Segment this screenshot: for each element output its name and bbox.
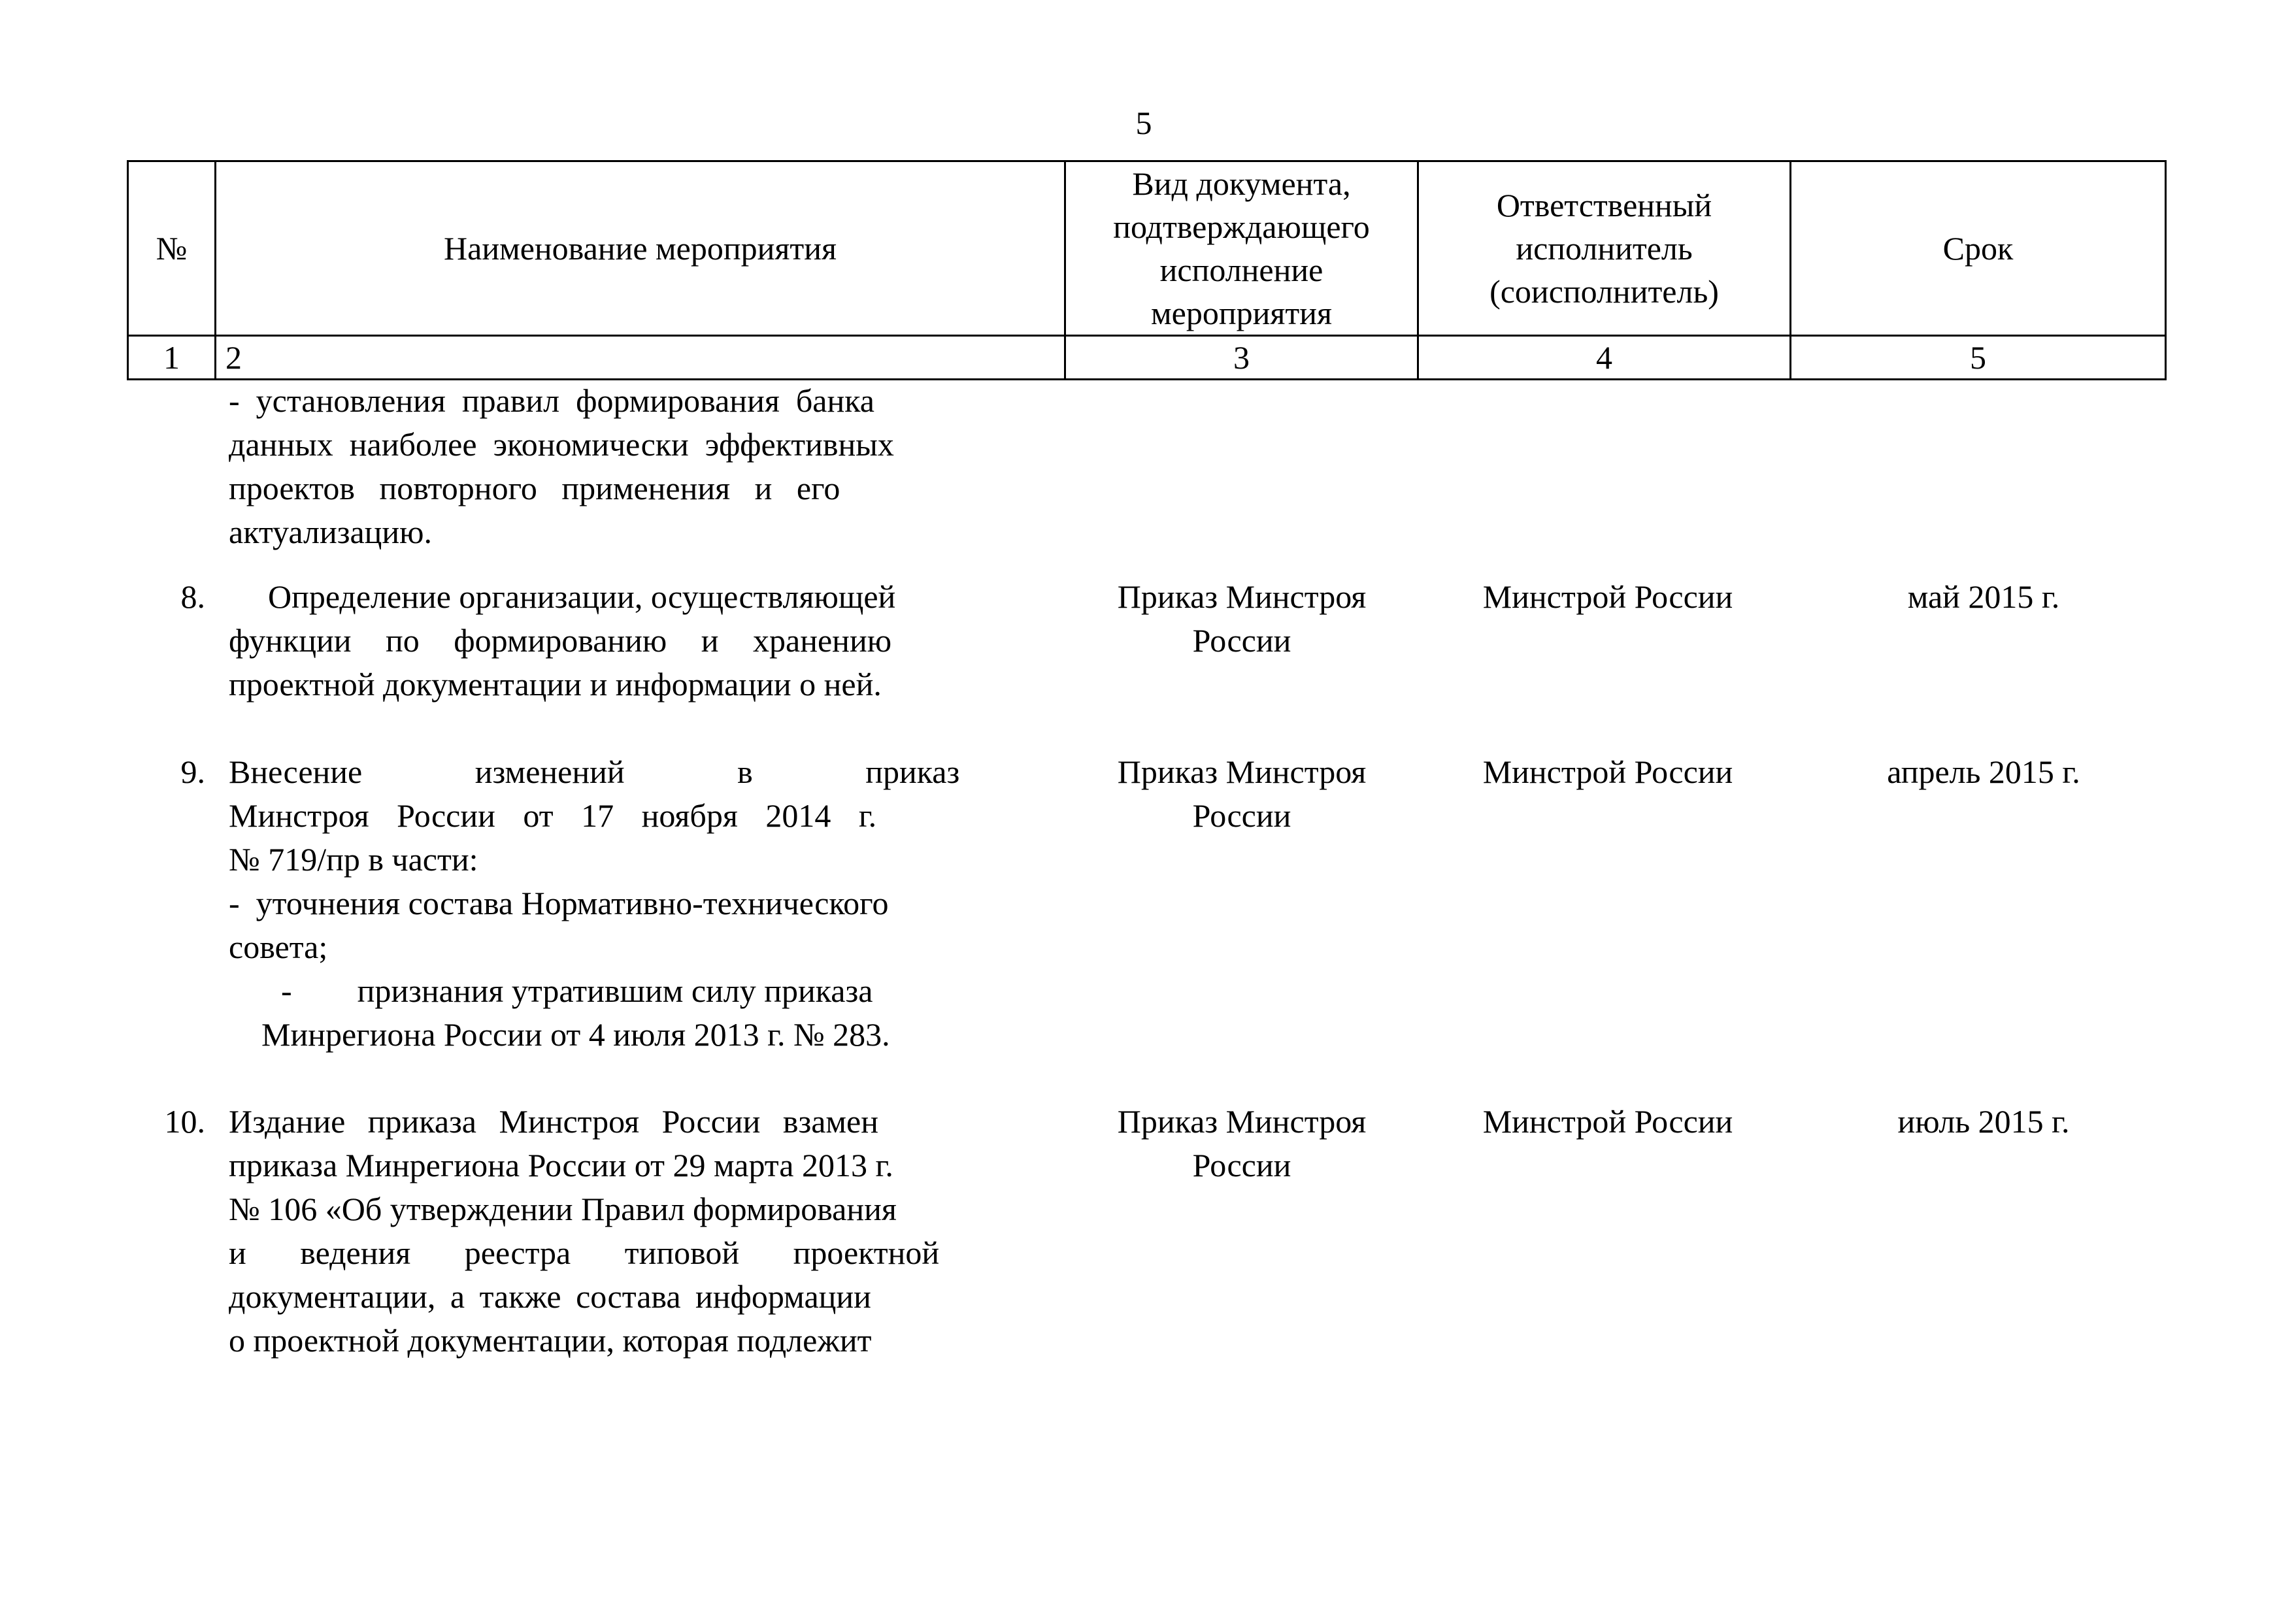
continuation-line: проектов повторного применения и его (229, 470, 840, 506)
document-line: России (1192, 797, 1291, 834)
document-line: России (1192, 1147, 1291, 1183)
event-line: проектной документации и информации о ней. (229, 666, 882, 703)
page-number: 5 (1135, 105, 1152, 141)
event-line: Минстроя России от 17 ноября 2014 г. (229, 797, 877, 834)
header-deadline: Срок (1791, 161, 2166, 336)
header-responsible-line: исполнитель (1516, 230, 1693, 267)
header-document-type-line: мероприятия (1151, 295, 1332, 331)
row-9-event-name (229, 750, 1052, 1057)
header-responsible-line: (соисполнитель) (1489, 273, 1719, 310)
header-table (127, 160, 2167, 380)
event-line: - уточнения состава Нормативно-технического (229, 885, 889, 921)
event-line: совета; (229, 929, 328, 965)
row-9-deadline: апрель 2015 г. (1887, 753, 2080, 790)
event-line: функции по формированию и хранению (229, 622, 892, 659)
row-8-number: 8. (180, 578, 205, 615)
row-8-document (1072, 575, 1412, 663)
event-line: Определение организации, осуществляющей (268, 578, 896, 615)
event-line: документации, а также состава информации (229, 1278, 871, 1315)
row-10-document (1072, 1100, 1412, 1187)
header-responsible (1418, 161, 1791, 336)
event-line: Внесение изменений в приказ (229, 753, 960, 790)
header-document-type-line: подтверждающего (1113, 208, 1370, 245)
continuation-text (229, 379, 1052, 554)
row-9-responsible: Минстрой России (1482, 753, 1733, 790)
continuation-line: актуализацию. (229, 514, 433, 550)
event-line: Минрегиона России от 4 июля 2013 г. № 283. (261, 1016, 890, 1053)
row-8-event-name (229, 575, 1052, 706)
row-9-number: 9. (180, 753, 205, 790)
row-10-event-name (229, 1100, 1052, 1363)
column-number-2: 2 (216, 336, 1065, 380)
event-line: приказа Минрегиона России от 29 марта 2013 г. (229, 1147, 893, 1183)
column-number-5: 5 (1791, 336, 2166, 380)
event-line: и ведения реестра типовой проектной (229, 1234, 940, 1271)
header-responsible-line: Ответственный (1496, 187, 1712, 223)
header-number: № (128, 161, 216, 336)
column-number-1: 1 (128, 336, 216, 380)
row-10-deadline: июль 2015 г. (1897, 1103, 2070, 1140)
event-line: № 719/пр в части: (229, 841, 478, 878)
event-line: о проектной документации, которая подлежит (229, 1322, 872, 1359)
row-10-number: 10. (164, 1103, 205, 1140)
row-10-responsible: Минстрой России (1482, 1103, 1733, 1140)
column-number-row (128, 336, 2166, 380)
event-line: № 106 «Об утверждении Правил формирования (229, 1191, 897, 1227)
header-row (128, 161, 2166, 336)
document-line: Приказ Минстроя (1117, 578, 1367, 615)
event-line: Издание приказа Минстроя России взамен (229, 1103, 879, 1140)
header-document-type-line: исполнение (1159, 252, 1323, 288)
row-8-deadline: май 2015 г. (1907, 578, 2060, 615)
header-document-type (1065, 161, 1418, 336)
document-line: Приказ Минстроя (1117, 753, 1367, 790)
continuation-line: данных наиболее экономически эффективных (229, 426, 894, 463)
column-number-4: 4 (1418, 336, 1791, 380)
header-event-name: Наименование мероприятия (216, 161, 1065, 336)
event-line: - признания утратившим силу приказа (281, 972, 873, 1009)
header-document-type-line: Вид документа, (1132, 165, 1351, 202)
row-9-document (1072, 750, 1412, 838)
continuation-line: - установления правил формирования банка (229, 382, 874, 419)
document-line: России (1192, 622, 1291, 659)
row-8-responsible: Минстрой России (1482, 578, 1733, 615)
column-number-3: 3 (1065, 336, 1418, 380)
document-line: Приказ Минстроя (1117, 1103, 1367, 1140)
